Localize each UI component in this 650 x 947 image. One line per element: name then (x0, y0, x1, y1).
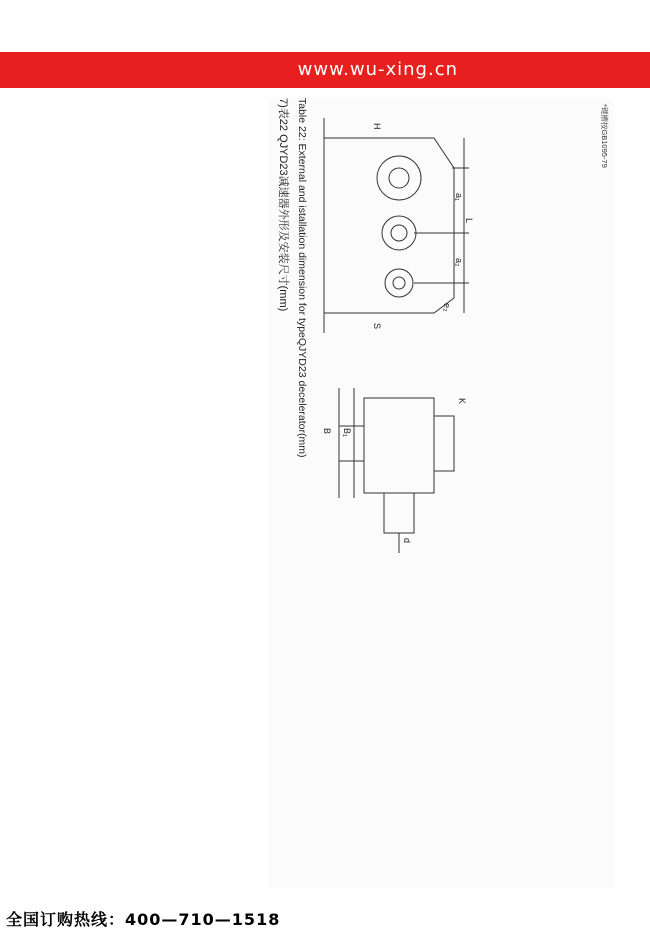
table-title-cn: 7)表22 QJYD23减速器外形及安装尺寸(mm) (277, 98, 289, 312)
svg-text:B: B (322, 428, 332, 435)
reducer-drawing (314, 98, 474, 558)
svg-text:a₁: a₁ (454, 193, 464, 202)
svg-text:H: H (372, 123, 382, 130)
svg-text:d: d (402, 538, 412, 544)
svg-text:e₂: e₂ (442, 303, 452, 312)
table-title-en: Table 22: External and istallation dimension for typeQJYD23 decelerator(mm) (296, 98, 308, 458)
order-hotline: 全国订购热线：400—710—1518 (6, 910, 281, 929)
site-url[interactable]: www.wu-xing.cn (297, 59, 458, 80)
top-banner (0, 52, 650, 88)
document-sheet (268, 98, 614, 888)
svg-text:S: S (372, 323, 382, 330)
svg-text:a₂: a₂ (454, 258, 464, 267)
footnote-keyway-cn: *键槽按GB1095-79 (600, 104, 609, 168)
svg-text:K: K (457, 398, 467, 405)
svg-text:L: L (464, 218, 474, 224)
svg-text:B₁: B₁ (342, 428, 352, 438)
